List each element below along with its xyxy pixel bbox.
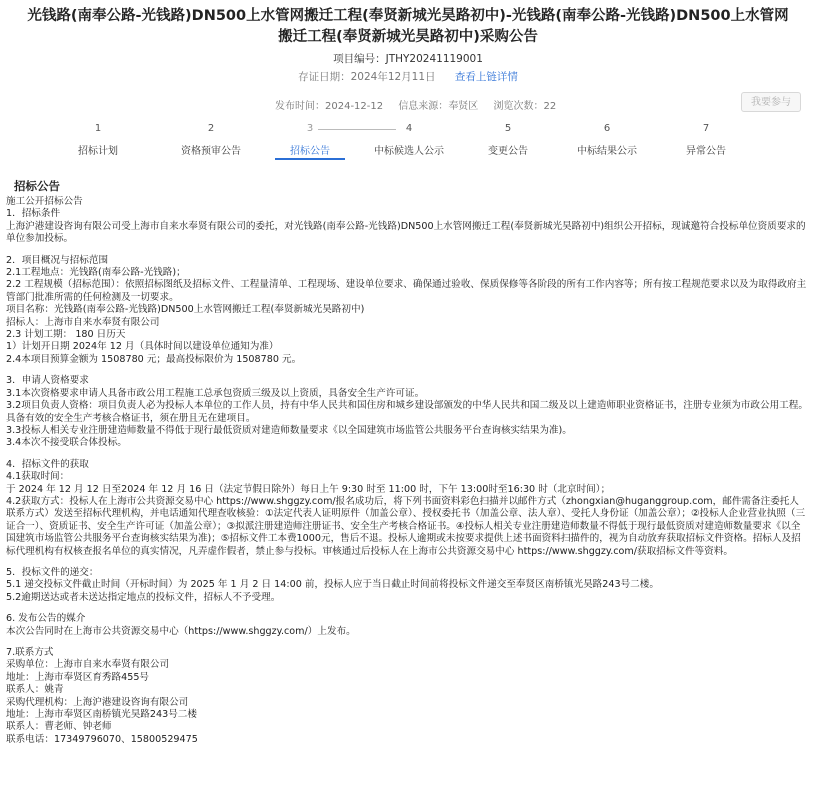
view-count (494, 101, 557, 112)
document-time-label: 4.1获取时间： (6, 471, 70, 483)
info-source-label: 信息来源： (398, 101, 449, 112)
view-count-value: 22 (543, 101, 557, 112)
step-label: 中标候选人公示 (374, 146, 444, 157)
step-tender-notice[interactable] (255, 122, 365, 159)
active-step-underline (275, 158, 345, 160)
storage-date-label: 存证日期： (298, 71, 351, 83)
page-title: 光钱路(南奉公路-光钱路)DN500上水管网搬迁工程(奉贤新城光昊路初中)-光钱路(南奉公路-光钱路)DN500上水管网搬迁工程(奉贤新城光昊路初中)采购公告 (27, 8, 789, 45)
document-time-text: 于 2024 年 12 月 12 日至2024 年 12 月 16 日（法定节假日除外）每日上午 9:30 时至 11:00 时，下午 13:00时至16:30 时（北京时间）； (6, 483, 611, 495)
project-location: 2.1工程地点：光钱路(南奉公路-光钱路)； (6, 267, 186, 279)
agency: 采购代理机构：上海沪港建设咨询有限公司 (6, 696, 189, 708)
project-name: 项目名称：光钱路(南奉公路-光钱路)DN500上水管网搬迁工程(奉贤新城光昊路初中) (6, 304, 365, 316)
contact-phone: 联系电话：17349796070、15800529475 (6, 733, 198, 745)
step-exception-notice[interactable] (651, 122, 761, 159)
publish-time-label: 发布时间： (275, 101, 325, 112)
view-count-label: 浏览次数： (493, 101, 544, 112)
step-label: 中标结果公示 (577, 146, 637, 157)
project-budget: 2.4本项目预算金额为 1508780 元；最高投标限价为 1508780 元。 (6, 353, 302, 365)
publish-time-value: 2024-12-12 (325, 101, 384, 112)
publish-info-row (0, 92, 816, 114)
requirement-project-manager: 3.2项目负责人资格：项目负责人必为投标人本单位的工作人员，持有中华人民共和国住房和城乡建设部颁发的中华人民共和国二级及以上建造师职业资格证书，注册专业须为市政公用工程。具备有效的安全生产考核合格证书，须在册且无在建项目。 (6, 400, 808, 424)
agency-address: 地址：上海市奉贤区南桥镇光昊路243号二楼 (6, 709, 197, 721)
tender-conditions-title: 1．招标条件 (6, 208, 61, 220)
purchaser-address: 地址：上海市奉贤区育秀路455号 (6, 671, 150, 683)
planned-start-date: 1）计划开日期 2024年 12 月（具体时间以建设单位通知为准） (6, 341, 279, 353)
info-source (398, 101, 478, 112)
tender-document-title: 4．招标文件的获取 (6, 458, 89, 470)
step-label: 招标公告 (290, 146, 330, 157)
requirement-engineers: 3.3投标人相关专业注册建造师数量不得低于现行最低资质对建造师数量要求《以全国建筑市场监管公共服务平台查询核实结果为准)。 (6, 424, 572, 436)
procurement-steps (0, 122, 816, 172)
step-label: 招标计划 (78, 146, 118, 157)
step-budget-notice[interactable] (156, 122, 266, 159)
project-overview-title: 2．项目概况与招标范围 (6, 254, 109, 266)
publication-media-text: 本次公告同时在上海市公共资源交易中心（https://www.shggzy.com/）上发布。 (6, 625, 356, 637)
contact-title: 7.联系方式 (6, 647, 54, 658)
step-number: 6 (603, 123, 611, 134)
purchaser-contact: 联系人：姚青 (6, 684, 64, 696)
project-number-value: JTHY20241119001 (385, 53, 483, 65)
notice-heading: 施工公开招标公告 (6, 196, 83, 207)
publish-info (275, 97, 568, 112)
step-number: 5 (504, 123, 512, 134)
project-scope: 2.2 工程规模（招标范围）：依照招标图纸及招标文件、工程量清单、工程现场、建设单位要求、确保通过验收、保质保修等各阶段的所有工作内容等；所有按工程规范要求以及为取得政府主管部门批准所需的任何检测及一切要求。 (6, 279, 807, 303)
step-number: 4 (405, 123, 413, 134)
section-title: 招标公告 (14, 179, 60, 193)
requirement-no-consortium: 3.4本次不接受联合体投标。 (6, 437, 127, 449)
step-number: 1 (94, 123, 102, 134)
view-blockchain-link[interactable]: 查看上链详情 (454, 71, 518, 83)
project-number-label: 项目编号： (333, 53, 386, 65)
notice-body (0, 194, 816, 746)
step-label: 资格预审公告 (181, 146, 241, 157)
project-number-line (0, 52, 816, 66)
bid-deadline-text: 5.1 递交投标文件截止时间（开标时间）为 2025 年 1 月 2 日 14:00 前，投标人应于当日截止时间前将投标文件递交至奉贤区南桥镇光昊路243号二楼。 (6, 579, 659, 591)
step-label: 异常公告 (686, 146, 726, 157)
signup-button[interactable]: 我要参与 (741, 92, 801, 112)
info-source-value: 奉贤区 (448, 101, 479, 112)
tenderer: 招标人：上海市自来水奉贤有限公司 (6, 316, 160, 328)
step-number: 3 (306, 123, 314, 134)
step-number: 7 (702, 123, 710, 134)
step-label: 变更公告 (488, 146, 528, 157)
publish-time (275, 101, 383, 112)
agency-contact: 联系人：曹老师、钟老师 (6, 721, 112, 733)
step-change-notice[interactable] (453, 122, 563, 159)
storage-date-line (0, 70, 816, 84)
requirement-qualification: 3.1本次资格要求申请人具备市政公用工程施工总承包资质三级及以上资质，具备安全生产许可证。 (6, 387, 425, 399)
bidder-requirements-title: 3．申请人资格要求 (6, 375, 89, 387)
storage-date-value: 2024年12月11日 (350, 71, 436, 83)
tender-conditions-text: 上海沪港建设咨询有限公司受上海市自来水奉贤有限公司的委托，对光钱路(南奉公路-光钱路)DN500上水管网搬迁工程(奉贤新城光昊路初中)组织公开招标，现诚邀符合投标单位资质要求的单位参加投标。 (6, 220, 806, 245)
step-candidate-notice[interactable] (354, 122, 464, 159)
bid-submission-title: 5．投标文件的递交： (6, 566, 99, 578)
step-number: 2 (207, 123, 215, 134)
late-bid-text: 5.2逾期送达或者未送达指定地点的投标文件，招标人不予受理。 (6, 591, 281, 603)
project-duration: 2.3 计划工期： 180 日历天 (6, 329, 126, 341)
step-tender-plan[interactable] (43, 122, 153, 159)
publication-media-title: 6. 发布公告的媒介 (6, 613, 86, 625)
purchaser: 采购单位：上海市自来水奉贤有限公司 (6, 659, 170, 671)
document-method-text: 4.2获取方式：投标人在上海市公共资源交易中心 https://www.shggzy.com/报名成功后，将下列书面资料彩色扫描并以邮件方式（zhongxian@huganggroup.com，邮件需备注委托人联系方式）发送至招标代理机构，并电话通知代理查收核验：①法定代表人证明原件（加盖公章）、授权委托书（加盖公章、法人章）、受托人身份证（加盖公章）；②投标人企业营业执照（三证合一）、资质证书、安全生产许可证（加盖公章）；③拟派注册建造师注册证书、安全生产考核合格证书。④投标人相关专业注册建造师数量不得低于现行最低资质对建造师数量要求《以全国建筑市场监管公共服务平台查询核实结果为准)；⑤招标文件工本费1000元，售后不退。投标人逾期或未按要求提供上述书面资料扫描件的，视为自动放弃获取招标文件资格。招标人及招标代理机构有权核查报名单位的真实情况，凡弄虚作假者，禁止参与投标。审核通过后投标人在上海市公共资源交易中心 https://www.shggzy.com/获取招标文件等资料。 (6, 495, 806, 557)
step-result-notice[interactable] (552, 122, 662, 159)
